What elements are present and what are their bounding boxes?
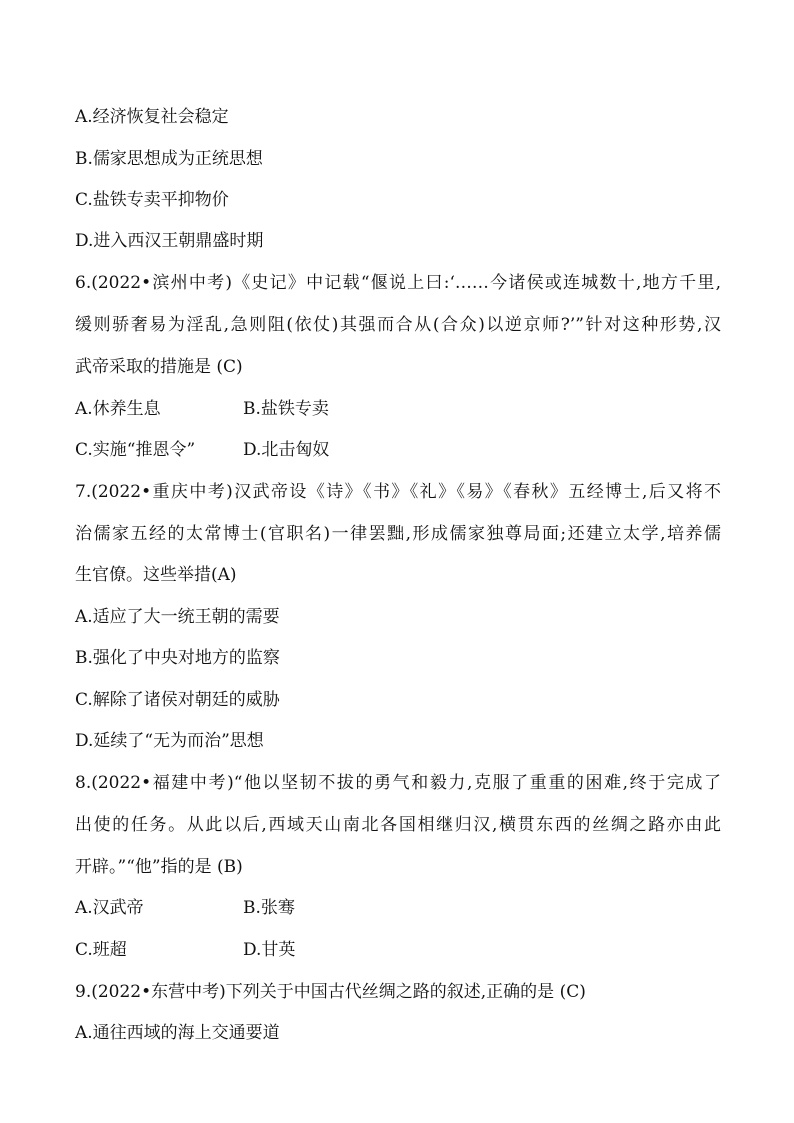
q9-stem-line-1: 9.(2022•东营中考)下列关于中国古代丝绸之路的叙述,正确的是 (C) bbox=[75, 982, 586, 1002]
q6-option-b: B.盐铁专卖 bbox=[243, 399, 329, 419]
q7-option-c: C.解除了诸侯对朝廷的威胁 bbox=[75, 690, 280, 710]
q6-stem-line-2: 缓则骄奢易为淫乱,急则阻(依仗)其强而合从(合众)以逆京师?’”针对这种形势,汉 bbox=[75, 315, 721, 335]
q6-option-d: D.北击匈奴 bbox=[243, 440, 330, 460]
q9-option-a: A.通往西域的海上交通要道 bbox=[75, 1023, 280, 1043]
q6-option-c: C.实施“推恩令” bbox=[75, 440, 196, 460]
q5-option-a: A.经济恢复社会稳定 bbox=[75, 107, 229, 127]
q8-option-b: B.张骞 bbox=[243, 898, 295, 918]
q5-option-b: B.儒家思想成为正统思想 bbox=[75, 149, 263, 169]
q5-option-c: C.盐铁专卖平抑物价 bbox=[75, 190, 229, 210]
q7-option-b: B.强化了中央对地方的监察 bbox=[75, 648, 280, 668]
q7-stem-line-3: 生官僚。这些举措(A) bbox=[75, 565, 237, 585]
q7-option-d: D.延续了“无为而治”思想 bbox=[75, 731, 264, 751]
q7-stem-line-1: 7.(2022•重庆中考)汉武帝设《诗》《书》《礼》《易》《春秋》五经博士,后又将不 bbox=[75, 482, 721, 502]
q8-option-a: A.汉武帝 bbox=[75, 898, 144, 918]
q5-option-d: D.进入西汉王朝鼎盛时期 bbox=[75, 231, 264, 251]
q8-stem-line-1: 8.(2022•福建中考)“他以坚韧不拔的勇气和毅力,克服了重重的困难,终于完成了 bbox=[75, 773, 721, 793]
q7-option-a: A.适应了大一统王朝的需要 bbox=[75, 607, 280, 627]
q8-option-d: D.甘英 bbox=[243, 940, 296, 960]
q8-option-c: C.班超 bbox=[75, 940, 127, 960]
q8-stem-line-2: 出使的任务。从此以后,西域天山南北各国相继归汉,横贯东西的丝绸之路亦由此 bbox=[75, 815, 721, 835]
q6-stem-line-3: 武帝采取的措施是 (C) bbox=[75, 357, 243, 377]
q6-stem-line-1: 6.(2022•滨州中考)《史记》中记载“偃说上曰:‘……今诸侯或连城数十,地方千里, bbox=[75, 273, 721, 293]
q6-option-a: A.休养生息 bbox=[75, 399, 161, 419]
q8-stem-line-3: 开辟。”“他”指的是 (B) bbox=[75, 857, 243, 877]
q7-stem-line-2: 治儒家五经的太常博士(官职名)一律罢黜,形成儒家独尊局面;还建立太学,培养儒 bbox=[75, 524, 721, 544]
